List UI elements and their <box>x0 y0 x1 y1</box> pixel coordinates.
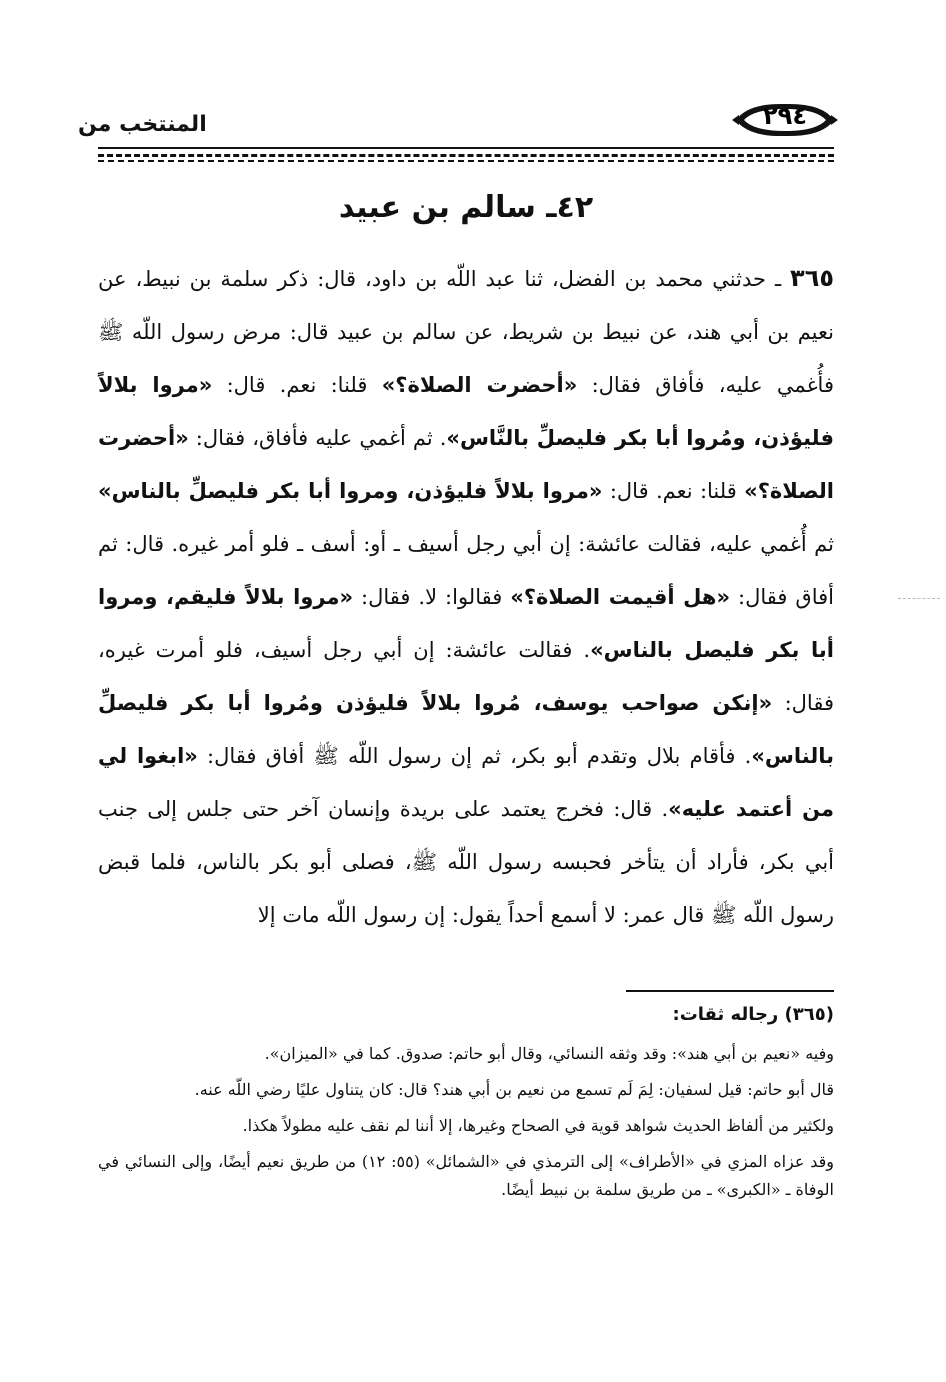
hadith-text <box>98 252 834 942</box>
narration-text: . فأقام بلال وتقدم أبو بكر، ثم إن رسول اللّه ﷺ أفاق فقال: <box>197 744 752 768</box>
prophetic-quote: «إنكن صواحب يوسف، مُروا بلالاً فليؤذن ومُروا أبا بكر فليصلِّ بالناس» <box>98 691 834 768</box>
footnote-paragraph: ولكثير من ألفاظ الحديث شواهد قوية في الصحاح وغيرها، إلا أننا لم نقف عليه مطولاً هكذا. <box>242 1116 834 1135</box>
narration-text: ثم أُغمي عليه، فقالت عائشة: إن أبي رجل أسيف ـ أو: أسف ـ فلو أمر غيره. قال: ثم أفاق فقال: <box>98 532 834 609</box>
hadith-number: ٣٦٥ <box>790 264 834 292</box>
prophetic-quote: «أحضرت الصلاة؟» <box>98 426 834 503</box>
narration-text: قلنا: نعم. قال: <box>212 373 382 397</box>
prophetic-quote: «مروا بلالاً فليؤذن، ومروا أبا بكر فليصلِّ بالناس» <box>98 479 603 503</box>
header-dashed-rule-thin <box>98 160 834 162</box>
prophetic-quote: «هل أقيمت الصلاة؟» <box>510 585 731 609</box>
narration-text: قلنا: نعم. قال: <box>602 479 745 503</box>
running-book-title: المنتخب من <box>78 112 207 137</box>
narration-text: . ثم أغمي عليه فأفاق، فقال: <box>188 426 447 450</box>
footnote-paragraph: قال أبو حاتم: قيل لسفيان: لِمَ لَم تسمع من نعيم بن أبي هند؟ قال: كان يتناول عليًا رضي اللّه عنه. <box>194 1080 834 1099</box>
narration-text: . فقالت عائشة: إن أبي رجل أسيف، فلو أمرت غيره، فقال: <box>98 638 834 715</box>
narration-text: . قال: فخرج يعتمد على بريدة وإنسان آخر حتى جلس إلى جنب أبي بكر، فأراد أن يتأخر فحبسه رسول اللّه ﷺ، فصلى أبو بكر بالناس، فلما قبض رسول اللّه ﷺ قال عمر: لا أسمع أحداً يقول: إن رسول اللّه مات إلا <box>98 797 834 927</box>
prophetic-quote: «مروا بلالاً فليقم، ومروا أبا بكر فليصل بالناس» <box>98 585 835 662</box>
prophetic-quote: «أحضرت الصلاة؟» <box>381 373 578 397</box>
page-number-badge <box>730 100 840 140</box>
header-rule <box>98 147 834 149</box>
footnotes <box>98 1040 834 1212</box>
narration-text: فقالوا: لا. فقال: <box>353 585 511 609</box>
chapter-title: ٤٢ـ سالم بن عبيد <box>338 190 594 225</box>
margin-mark <box>898 598 940 599</box>
page-number: ٢٩٤ <box>763 102 807 130</box>
footnote-separator <box>626 990 834 992</box>
footnote-paragraph: وقد عزاه المزي في «الأطراف» إلى الترمذي في «الشمائل» (٥٥: ١٢) من طريق نعيم أيضًا، وإلى النسائي في الوفاة ـ «الكبرى» ـ من طريق سلمة بن نبيط أيضًا. <box>98 1152 834 1199</box>
prophetic-quote: «مروا بلالاً فليؤذن، ومُروا أبا بكر فليصلِّ بالنَّاس» <box>98 373 834 450</box>
prophetic-quote: «ابغوا لي من أعتمد عليه» <box>98 744 834 821</box>
footnote-heading: (٣٦٥) رجاله ثقات: <box>672 1004 834 1025</box>
header-dashed-rule <box>98 154 834 157</box>
footnote-paragraph: وفيه «نعيم بن أبي هند»: وقد وثقه النسائي، وقال أبو حاتم: صدوق. كما في «الميزان». <box>264 1044 834 1063</box>
narration-text: ـ حدثني محمد بن الفضل، ثنا عبد اللّه بن داود، قال: ذكر سلمة بن نبيط، عن نعيم بن أبي هند، عن نبيط بن شريط، عن سالم بن عبيد قال: مرض رسول اللّه ﷺ فأُغمي عليه، فأفاق فقال: <box>98 267 834 397</box>
